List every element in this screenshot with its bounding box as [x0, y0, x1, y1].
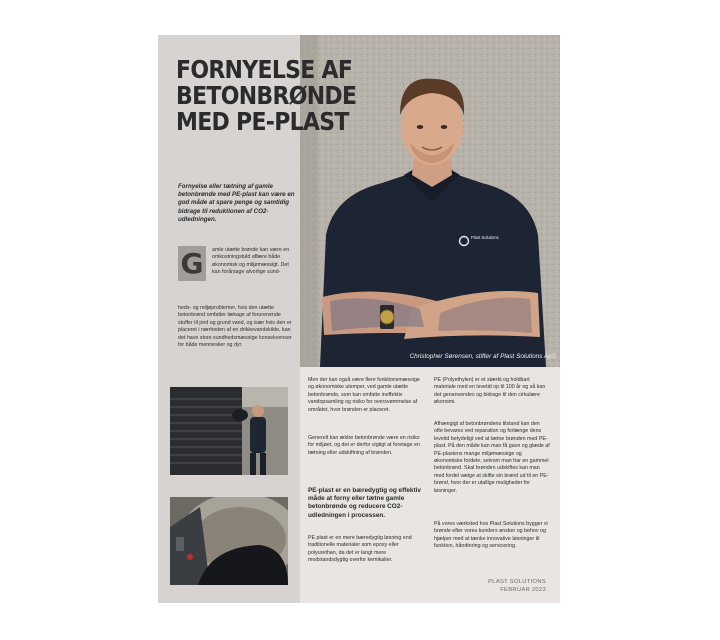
- drop-cap: G: [178, 246, 206, 281]
- page-footer: [458, 579, 546, 594]
- footer-date: FEBRUAR 2023: [500, 586, 546, 593]
- col2-paragraph-3: PE plast er en mere bæredygtig løsning end traditionelle materialer som epoxy eller polyurethan, da det er langt mere modstandsdygtig overfor kemikalier.: [308, 535, 412, 564]
- magazine-page: [158, 35, 560, 603]
- photo-caption: Christopher Sørensen, stifter af Plast Solutions ApS: [409, 353, 556, 360]
- subheading: PE-plast er en bæredygtig og effektiv måde at forny eller tætne gamle betonbrønde og reducere CO2-udledningen i processen.: [308, 487, 421, 519]
- title-line-2: BETONBRØNDE: [176, 81, 357, 110]
- intro-paragraph: amle utætte brønde kan være en omkostningstuld affære både økonomisk og miljømæssigt. Det kan forårsage alvorlige sund-: [212, 247, 290, 276]
- col2-paragraph-2: Generelt kan ældre betonbrønde være en risiko for miljøet, og det er derfor vigtigt at foretage en tætning eller udskiftning af brønden.: [308, 435, 420, 456]
- tank-photo: [170, 387, 288, 475]
- lead-paragraph: Fornyelse eller tætning af gamle betonbrønde med PE-plast kan være en god måde at spare penge og samtidig bidrage til reduktionen af CO2-udledningen.: [178, 183, 295, 223]
- footer-company: PLAST SOLUTIONS: [488, 579, 546, 585]
- col3-paragraph-3: På vores værksted hos Plast Solutions bygger vi brønde efter vores kunders ønsker og behov og hjælper med at tænke innovative løsninger til funktion, håndtering og servicering.: [434, 521, 548, 550]
- shirt-logo-text: Plast Solutions: [471, 235, 499, 240]
- title-line-1: FORNYELSE AF: [176, 55, 353, 84]
- col3-paragraph-2: Afhængigt af betonbrøndens tilstand kan den ofte bevares ved reparation og forlænge dens levetid betydeligt ved at tætne brønden med PE-plast. På den måde kan man få gavn og glæde af PE-plastens mange miljømæssige og økonomiske fordele, selvom man har en gammel betonbrønd. Skal brønden udskiftes kan man med fordel vælge at skifte sin brønd ud til en PE-brønd, hvor der er utallige muligheder for løsninger.: [434, 421, 550, 494]
- article-title: [176, 55, 357, 136]
- title-line-3: MED PE-PLAST: [176, 107, 349, 136]
- col2-paragraph-1: Men der kan også være flere funktionsmæssige og økonomiske ulemper, ved gamle utætte betonbrønde, som kan omfatte ineffektiv vandopsamling og risiko for oversvømmelse af området, hvor brønden er placeret.: [308, 377, 420, 413]
- col3-paragraph-1: PE (Polyethylen) er et stærkt og holdbart materiale med en levetid op til 100 år og så kan det genanvendes og bidrage til den cirkulære økonomi.: [434, 377, 546, 406]
- intro-paragraph-continued: heds- og miljøproblemer, hvis den utætte betonbrønd omfatter lækage af forurenende stoffer til jord og grund vand, og især hvis den er placeret i nærheden af en drikkevandskilde, kan det have store sundhedsmæssige konsekvenser for både mennesker og dyr.: [178, 305, 292, 349]
- well-interior-photo: [170, 497, 288, 585]
